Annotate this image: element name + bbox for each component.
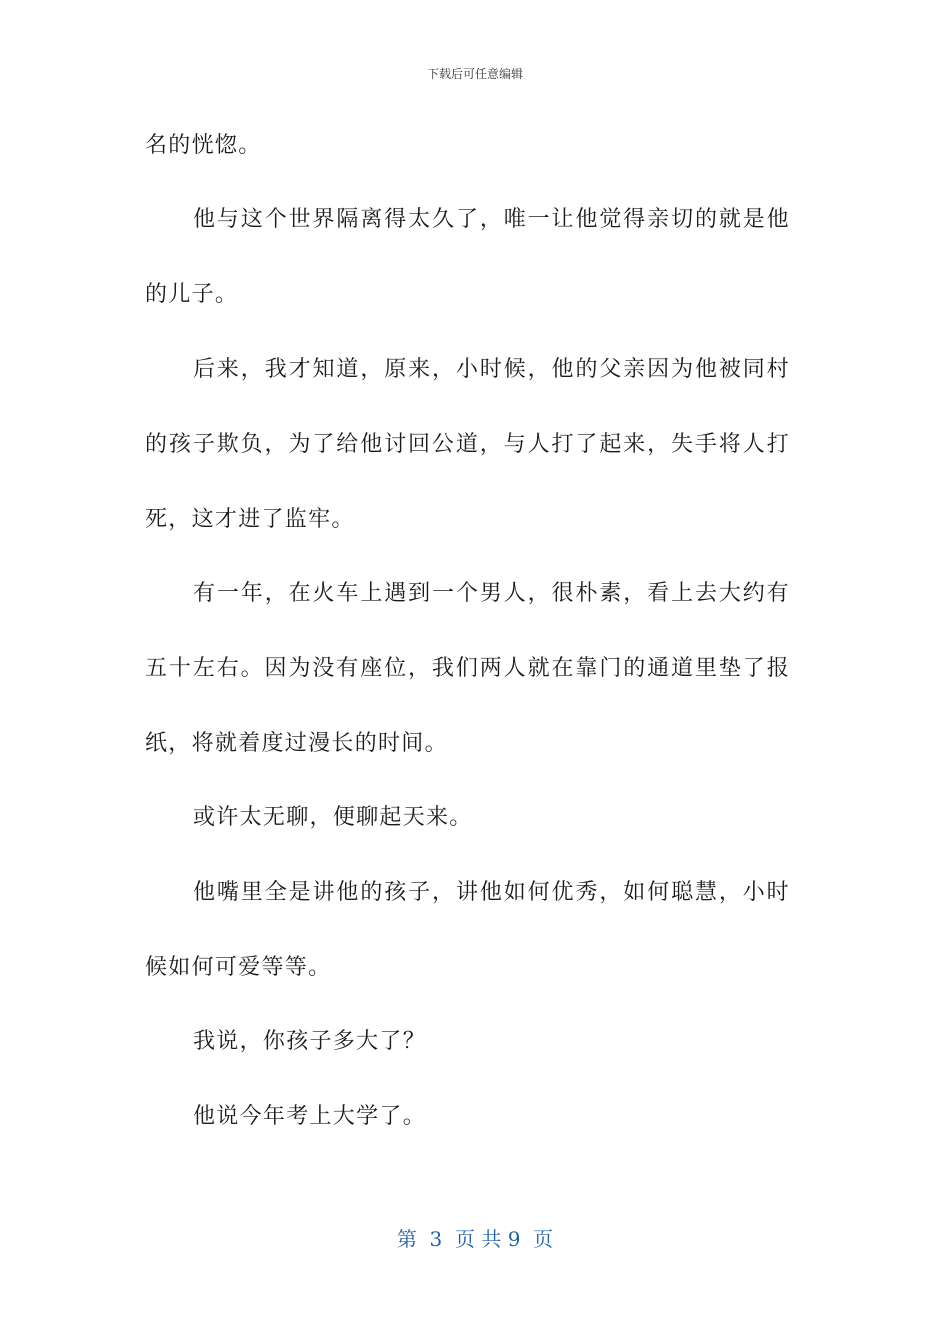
paragraph-line: 的孩子欺负，为了给他讨回公道，与人打了起来，失手将人打: [145, 432, 790, 457]
paragraph-line: 五十左右。因为没有座位，我们两人就在靠门的通道里垫了报: [145, 656, 790, 681]
paragraph-line: 他嘴里全是讲他的孩子，讲他如何优秀，如何聪慧，小时: [193, 880, 790, 905]
paragraph-line: 他说今年考上大学了。: [193, 1104, 427, 1129]
page-header: 下载后可任意编辑: [426, 67, 523, 81]
paragraph-line: 或许太无聊，便聊起天来。: [193, 805, 473, 830]
paragraph-line: 死，这才进了监牢。: [145, 507, 355, 532]
paragraph-line: 他与这个世界隔离得太久了，唯一让他觉得亲切的就是他: [193, 207, 790, 232]
paragraph-line: 名的恍惚。: [145, 133, 262, 158]
paragraph-line: 的儿子。: [145, 282, 239, 307]
paragraph-line: 候如何可爱等等。: [145, 955, 332, 980]
paragraph-line: 后来，我才知道，原来，小时候，他的父亲因为他被同村: [193, 357, 790, 382]
page-number-footer: 第 3 页 共 9 页: [396, 1227, 554, 1251]
paragraph-line: 有一年，在火车上遇到一个男人，很朴素，看上去大约有: [193, 581, 790, 606]
paragraph-line: 我说，你孩子多大了？: [193, 1029, 427, 1054]
paragraph-line: 纸，将就着度过漫长的时间。: [145, 731, 448, 756]
